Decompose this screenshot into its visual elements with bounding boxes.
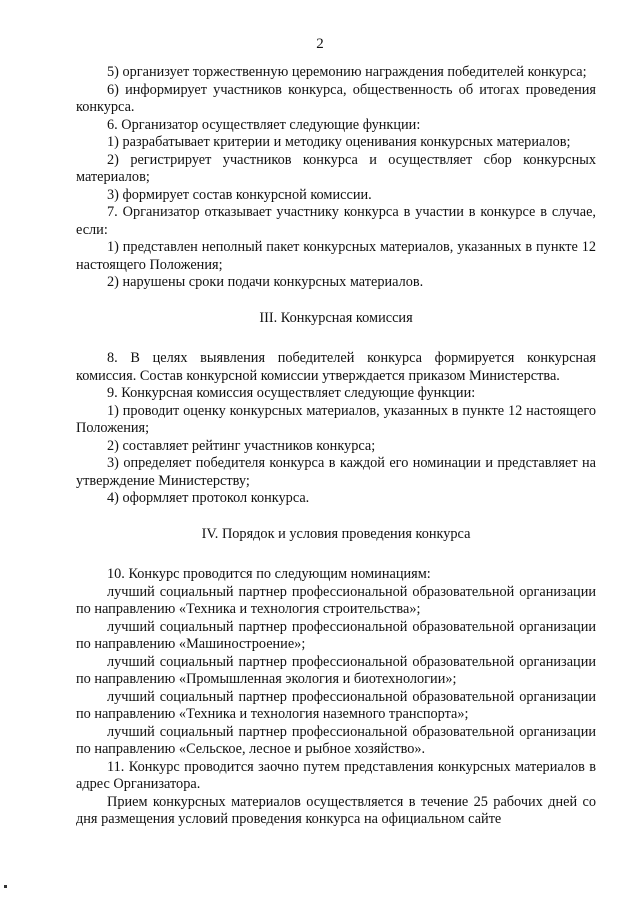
paragraph: 6. Организатор осуществляет следующие функции: <box>107 116 421 133</box>
paragraph: лучший социальный партнер профессиональной образовательной организации по направлению «Техника и технология наземного транспорта»; <box>76 688 596 722</box>
paragraph: лучший социальный партнер профессиональной образовательной организации по направлению «Машиностроение»; <box>76 618 596 652</box>
paragraph: 2) составляет рейтинг участников конкурса; <box>107 437 376 454</box>
paragraph: 3) формирует состав конкурсной комиссии. <box>107 186 372 203</box>
paragraph: лучший социальный партнер профессиональной образовательной организации по направлению «Промышленная экология и биотехнологии»; <box>76 653 596 687</box>
section-heading: III. Конкурсная комиссия <box>259 309 413 326</box>
paragraph: 2) регистрирует участников конкурса и осуществляет сбор конкурсных материалов; <box>76 151 596 185</box>
paragraph: лучший социальный партнер профессиональной образовательной организации по направлению «Техника и технология строительства»; <box>76 583 596 617</box>
paragraph: лучший социальный партнер профессиональной образовательной организации по направлению «Сельское, лесное и рыбное хозяйство». <box>76 723 596 757</box>
paragraph: 2) нарушены сроки подачи конкурсных материалов. <box>107 274 424 290</box>
document-body <box>76 64 596 829</box>
paragraph: 6) информирует участников конкурса, общественность об итогах проведения конкурса. <box>76 81 596 115</box>
paragraph: 1) проводит оценку конкурсных материалов, указанных в пункте 12 настоящего Положения; <box>76 402 596 436</box>
paragraph: 9. Конкурсная комиссия осуществляет следующие функции: <box>107 385 476 401</box>
paragraph: 7. Организатор отказывает участнику конкурса в участии в конкурсе в случае, если: <box>76 204 596 238</box>
paragraph: 8. В целях выявления победителей конкурса формируется конкурсная комиссия. Состав конкурсной комиссии утверждается приказом Министерства. <box>76 350 596 384</box>
paragraph: 5) организует торжественную церемонию награждения победителей конкурса; <box>107 64 587 80</box>
scan-mark <box>4 885 7 888</box>
paragraph: 3) определяет победителя конкурса в каждой его номинации и представляет на утверждение Министерству; <box>76 455 596 489</box>
paragraph: 11. Конкурс проводится заочно путем представления конкурсных материалов в адрес Организатора. <box>76 758 596 792</box>
page-number: 2 <box>316 36 324 52</box>
paragraph: 1) разрабатывает критерии и методику оценивания конкурсных материалов; <box>107 134 571 150</box>
paragraph: 1) представлен неполный пакет конкурсных материалов, указанных в пункте 12 настоящего Положения; <box>76 239 596 273</box>
paragraph: 10. Конкурс проводится по следующим номинациям: <box>107 566 431 582</box>
paragraph: Прием конкурсных материалов осуществляется в течение 25 рабочих дней со дня размещения условий проведения конкурса на официальном сайте <box>76 793 596 827</box>
paragraph: 4) оформляет протокол конкурса. <box>107 490 310 506</box>
section-heading: IV. Порядок и условия проведения конкурса <box>201 525 471 542</box>
